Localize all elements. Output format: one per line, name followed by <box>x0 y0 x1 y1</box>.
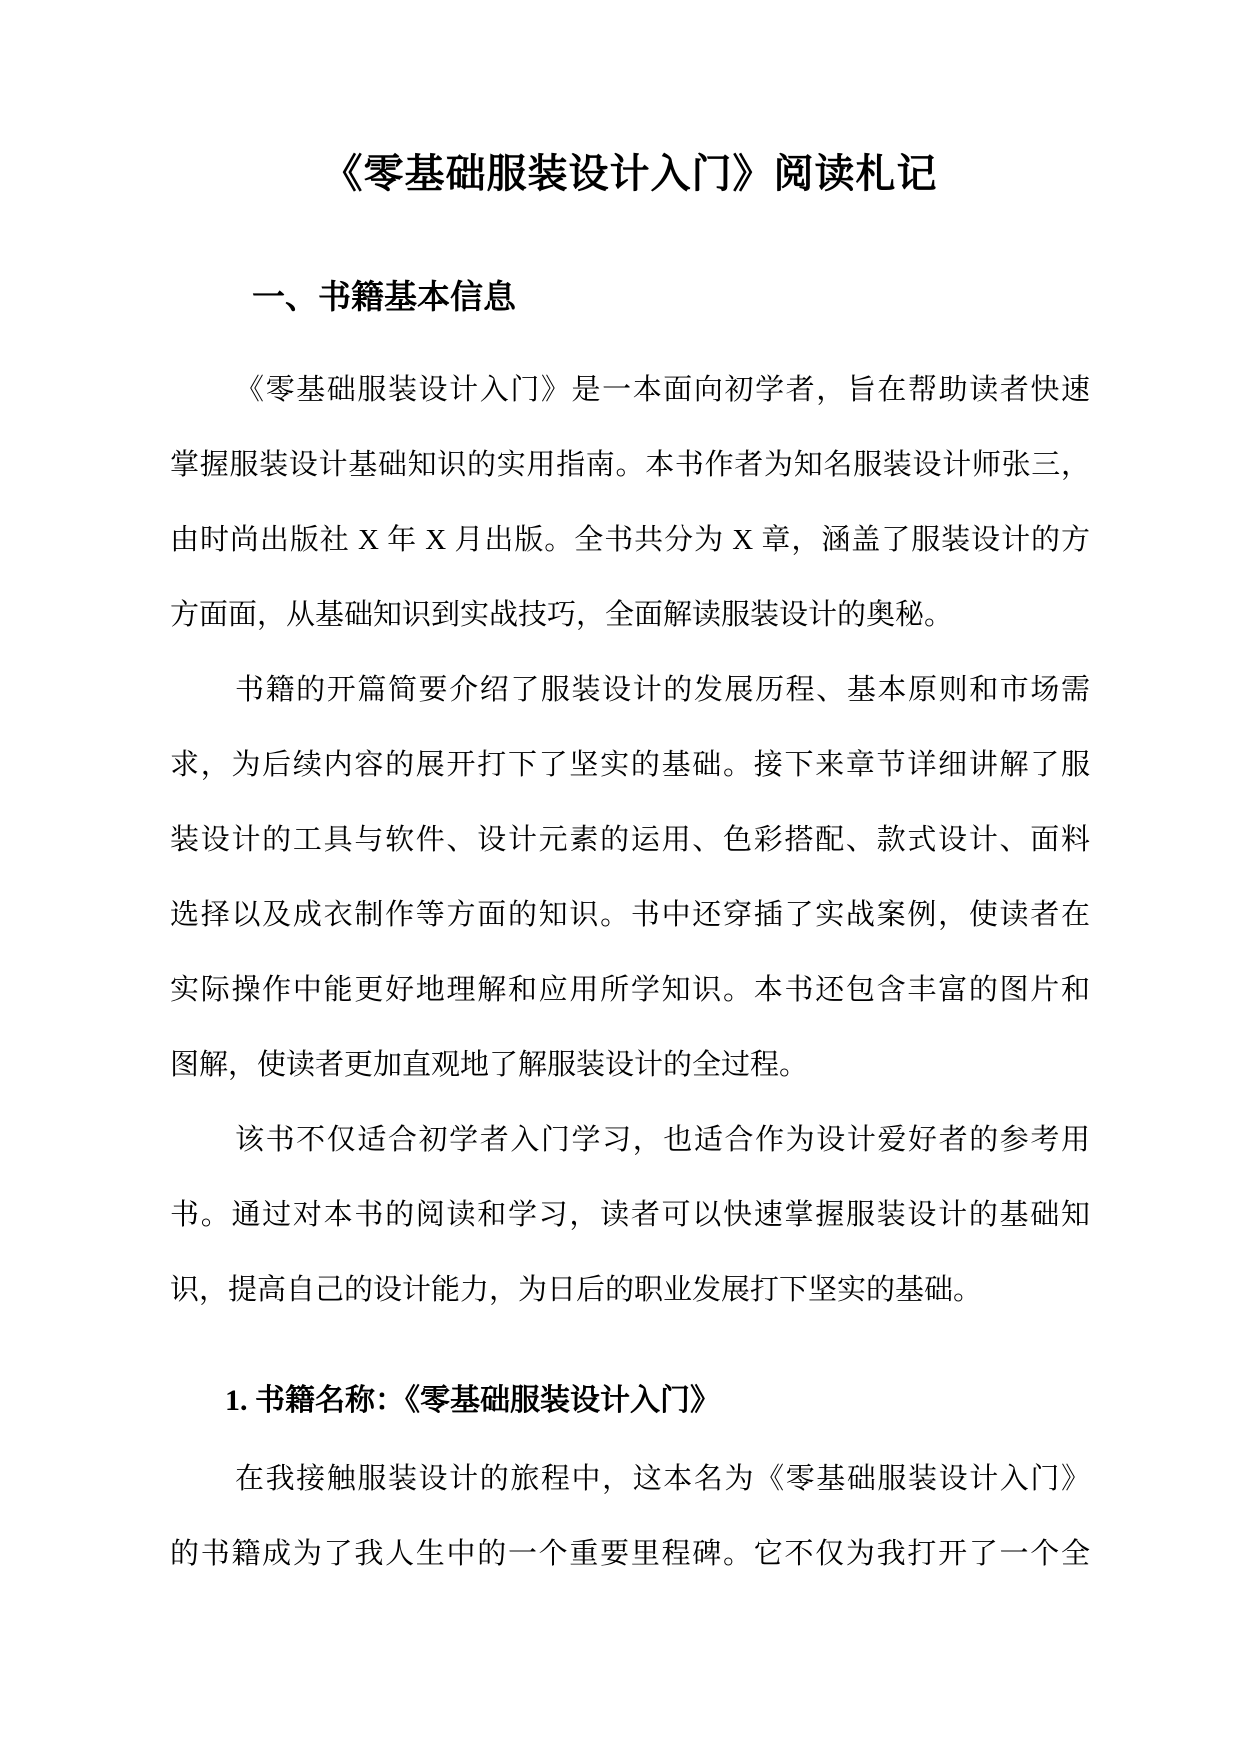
paragraph-line: 装设计的工具与软件、设计元素的运用、色彩搭配、款式设计、面料 <box>170 824 1090 856</box>
body-paragraph-2 <box>170 653 1090 1103</box>
body-paragraph-1 <box>170 353 1090 653</box>
paragraph-line: 图解，使读者更加直观地了解服装设计的全过程。 <box>170 1049 809 1081</box>
body-paragraph-3 <box>170 1103 1090 1328</box>
paragraph-line: 选择以及成衣制作等方面的知识。书中还穿插了实战案例，使读者在 <box>170 899 1090 931</box>
document-title: 《零基础服装设计入门》阅读札记 <box>322 151 938 196</box>
section-heading: 一、书籍基本信息 <box>252 280 516 316</box>
paragraph-line: 求，为后续内容的展开打下了坚实的基础。接下来章节详细讲解了服 <box>170 749 1090 781</box>
paragraph-line: 识，提高自己的设计能力，为日后的职业发展打下坚实的基础。 <box>170 1274 983 1306</box>
paragraph-line: 由时尚出版社 X 年 X 月出版。全书共分为 X 章，涵盖了服装设计的方 <box>170 524 1090 556</box>
paragraph-line: 在我接触服装设计的旅程中，这本名为《零基础服装设计入门》 <box>235 1463 1090 1495</box>
paragraph-line: 的书籍成为了我人生中的一个重要里程碑。它不仅为我打开了一个全 <box>170 1538 1090 1570</box>
paragraph-line: 方面面，从基础知识到实战技巧，全面解读服装设计的奥秘。 <box>170 599 954 631</box>
paragraph-line: 《零基础服装设计入门》是一本面向初学者，旨在帮助读者快速 <box>235 374 1090 406</box>
paragraph-line: 书。通过对本书的阅读和学习，读者可以快速掌握服装设计的基础知 <box>170 1199 1090 1231</box>
body-paragraph-4 <box>170 1442 1090 1592</box>
subsection-heading: 1. 书籍名称：《零基础服装设计入门》 <box>225 1384 720 1417</box>
paragraph-line: 书籍的开篇简要介绍了服装设计的发展历程、基本原则和市场需 <box>235 674 1090 706</box>
paragraph-line: 掌握服装设计基础知识的实用指南。本书作者为知名服装设计师张三， <box>170 449 1090 481</box>
paragraph-line: 该书不仅适合初学者入门学习，也适合作为设计爱好者的参考用 <box>235 1124 1090 1156</box>
paragraph-line: 实际操作中能更好地理解和应用所学知识。本书还包含丰富的图片和 <box>170 974 1090 1006</box>
